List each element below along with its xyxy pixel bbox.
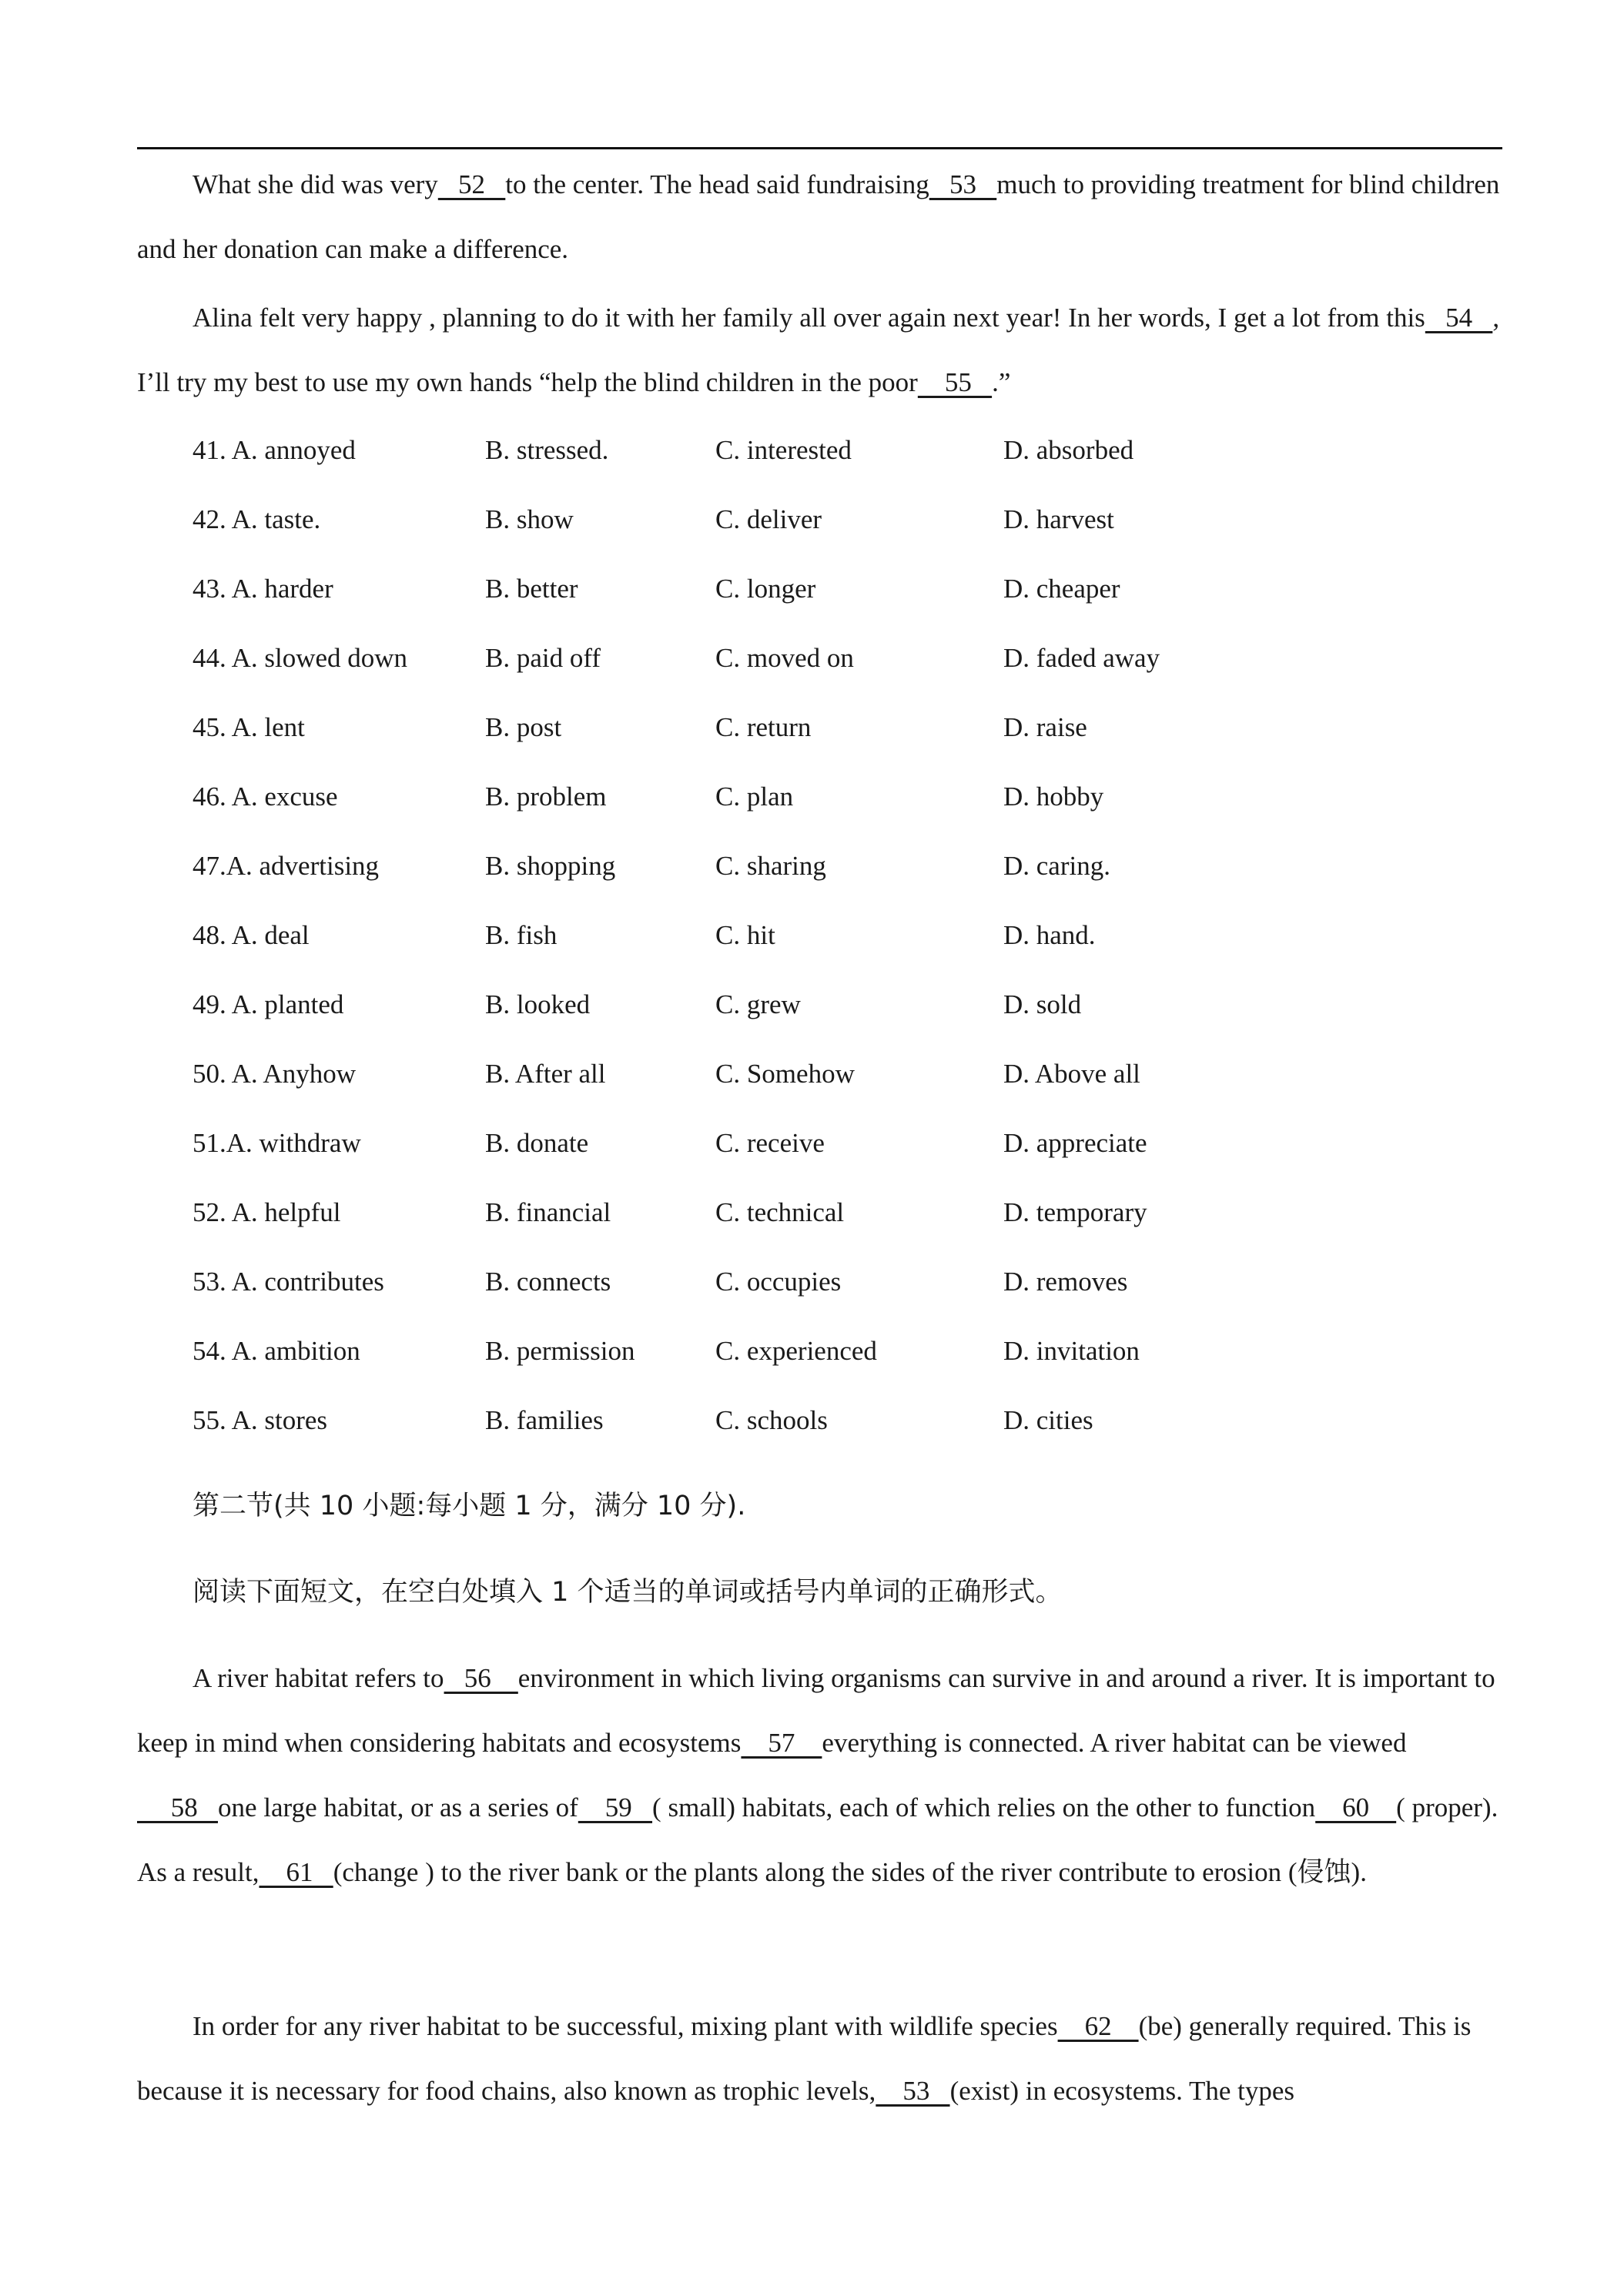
option-d[interactable]: D. cheaper	[1003, 574, 1120, 604]
option-d[interactable]: D. absorbed	[1003, 435, 1134, 465]
option-b[interactable]: B. fish	[485, 920, 558, 950]
option-a[interactable]: 55. A. stores	[193, 1405, 327, 1435]
option-b[interactable]: B. better	[485, 574, 578, 604]
option-b[interactable]: B. permission	[485, 1336, 635, 1366]
blank-58[interactable]: 58	[137, 1792, 218, 1822]
option-d[interactable]: D. cities	[1003, 1405, 1093, 1435]
option-b[interactable]: B. donate	[485, 1128, 589, 1158]
option-c[interactable]: C. sharing	[715, 851, 826, 881]
option-c[interactable]: C. schools	[715, 1405, 828, 1435]
option-d[interactable]: D. caring.	[1003, 851, 1110, 881]
blank-53b[interactable]: 53	[876, 2076, 950, 2106]
option-a[interactable]: 52. A. helpful	[193, 1197, 341, 1227]
option-b[interactable]: B. families	[485, 1405, 604, 1435]
passage2-paragraph2: In order for any river habitat to be successful, mixing plant with wildlife species 62 (be) generally required. This is because it is necessary for food chains, also known as trophic levels, 53 (exist) in ecosystems. The types	[137, 2011, 1472, 2106]
option-c[interactable]: C. longer	[715, 574, 816, 604]
option-a[interactable]: 51.A. withdraw	[193, 1128, 361, 1158]
option-c[interactable]: C. receive	[715, 1128, 825, 1158]
option-b[interactable]: B. stressed.	[485, 435, 609, 465]
option-d[interactable]: D. appreciate	[1003, 1128, 1147, 1158]
blank-57[interactable]: 57	[741, 1728, 822, 1758]
option-b[interactable]: B. paid off	[485, 643, 601, 673]
option-c[interactable]: C. return	[715, 712, 812, 742]
option-a[interactable]: 44. A. slowed down	[193, 643, 408, 673]
section2-heading: 第二节(共 10 小题:每小题 1 分，满分 10 分).	[193, 1491, 746, 1521]
blank-53[interactable]: 53	[929, 169, 997, 199]
option-c[interactable]: C. deliver	[715, 504, 822, 534]
header-rule	[137, 147, 1502, 149]
option-c[interactable]: C. interested	[715, 435, 852, 465]
option-a[interactable]: 45. A. lent	[193, 712, 305, 742]
option-a[interactable]: 50. A. Anyhow	[193, 1059, 356, 1089]
option-c[interactable]: C. technical	[715, 1197, 845, 1227]
blank-55[interactable]: 55	[917, 367, 993, 397]
option-b[interactable]: B. looked	[485, 989, 591, 1019]
option-d[interactable]: D. hobby	[1003, 782, 1104, 812]
option-d[interactable]: D. Above all	[1003, 1059, 1140, 1089]
option-b[interactable]: B. After all	[485, 1059, 606, 1089]
option-a[interactable]: 48. A. deal	[193, 920, 310, 950]
blank-54[interactable]: 54	[1425, 303, 1493, 333]
option-b[interactable]: B. problem	[485, 782, 607, 812]
option-c[interactable]: C. plan	[715, 782, 794, 812]
blank-52[interactable]: 52	[437, 169, 506, 199]
option-b[interactable]: B. financial	[485, 1197, 611, 1227]
blank-59[interactable]: 59	[578, 1792, 653, 1822]
option-a[interactable]: 54. A. ambition	[193, 1336, 360, 1366]
option-c[interactable]: C. Somehow	[715, 1059, 855, 1089]
blank-61[interactable]: 61	[259, 1857, 333, 1887]
option-a[interactable]: 43. A. harder	[193, 574, 333, 604]
option-a[interactable]: 53. A. contributes	[193, 1267, 384, 1297]
option-c[interactable]: C. moved on	[715, 643, 854, 673]
option-b[interactable]: B. shopping	[485, 851, 616, 881]
blank-62[interactable]: 62	[1057, 2011, 1139, 2041]
option-d[interactable]: D. faded away	[1003, 643, 1160, 673]
option-c[interactable]: C. occupies	[715, 1267, 842, 1297]
blank-56[interactable]: 56	[444, 1663, 518, 1693]
passage2-paragraph1: A river habitat refers to 56 environment in which living organisms can survive in and around a river. It is important to keep in mind when considering habitats and ecosystems 57 everything is connected. A river habitat can be viewed 58 one large habitat, or as a series of 59 ( small) habitats, each of which relies on the other to function 60 ( proper). As a result, 61 (change ) to the river bank or the plants along the sides of the river contribute to erosion (侵蚀).	[137, 1663, 1498, 1887]
option-d[interactable]: D. raise	[1003, 712, 1087, 742]
option-d[interactable]: D. temporary	[1003, 1197, 1147, 1227]
option-c[interactable]: C. experienced	[715, 1336, 877, 1366]
option-a[interactable]: 46. A. excuse	[193, 782, 338, 812]
option-b[interactable]: B. post	[485, 712, 562, 742]
option-d[interactable]: D. harvest	[1003, 504, 1114, 534]
passage1-paragraph2: Alina felt very happy , planning to do it with her family all over again next year! In her words, I get a lot from this 54 , I’ll try my best to use my own hands “help the blind children in the poor 55 .”	[137, 303, 1500, 397]
option-d[interactable]: D. hand.	[1003, 920, 1096, 950]
option-b[interactable]: B. connects	[485, 1267, 611, 1297]
option-a[interactable]: 42. A. taste.	[193, 504, 321, 534]
section2-instruction: 阅读下面短文，在空白处填入 1 个适当的单词或括号内单词的正确形式。	[193, 1577, 1063, 1608]
option-d[interactable]: D. sold	[1003, 989, 1082, 1019]
option-b[interactable]: B. show	[485, 504, 574, 534]
option-d[interactable]: D. invitation	[1003, 1336, 1140, 1366]
passage1-paragraph1: What she did was very 52 to the center. The head said fundraising 53 much to providing treatment for blind children and her donation can make a difference.	[137, 169, 1500, 264]
option-a[interactable]: 49. A. planted	[193, 989, 344, 1019]
option-a[interactable]: 47.A. advertising	[193, 851, 380, 881]
option-d[interactable]: D. removes	[1003, 1267, 1128, 1297]
option-a[interactable]: 41. A. annoyed	[193, 435, 356, 465]
option-c[interactable]: C. grew	[715, 989, 801, 1019]
option-c[interactable]: C. hit	[715, 920, 775, 950]
blank-60[interactable]: 60	[1315, 1792, 1397, 1822]
